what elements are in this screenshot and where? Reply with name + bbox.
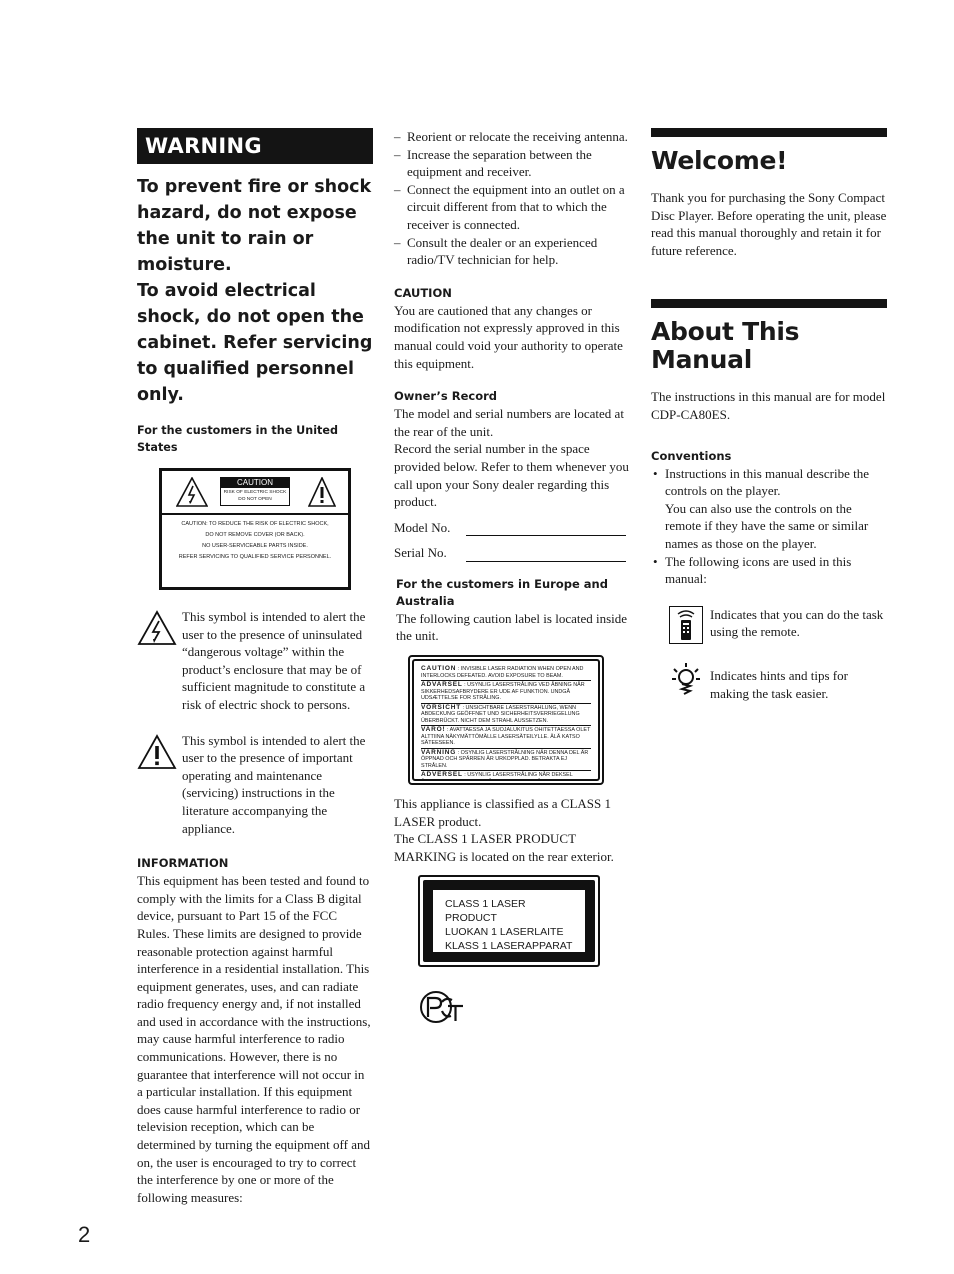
model-no-field [394, 519, 630, 537]
warning-column [137, 128, 373, 1206]
symbol2-text: This symbol is intended to alert the user to the presence of important operating and maintenance (servicing) instructions in the literature accompanying the appliance. [182, 732, 366, 836]
list-item: – Connect the equipment into an outlet on a circuit different from that to which the receiver is connected. [394, 181, 630, 234]
class1-line: CLASS 1 LASER PRODUCT [445, 898, 526, 925]
laser-label-entry [421, 682, 591, 702]
hint-icon-text: Indicates hints and tips for making the task easier. [710, 667, 848, 701]
laser-label-entry [421, 727, 591, 747]
list-item: – Increase the separation between the equipment and receiver. [394, 146, 630, 181]
conventions-heading: Conventions [651, 448, 732, 463]
class-text: This appliance is classified as a CLASS 1 LASER product. [394, 796, 611, 829]
information-heading: INFORMATION [137, 856, 229, 871]
europe-text: The following caution label is located inside the unit. [396, 610, 628, 644]
laser-label-entry [421, 666, 591, 679]
model-no-label: Model No. [394, 519, 451, 535]
laser-label-lang: ADVERSEL [421, 771, 463, 779]
list-item: • Instructions in this manual describe the controls on the player. You can also use the controls on the remote if they have the same or similar names as those on the player. [651, 465, 887, 553]
remote-icon-row [651, 604, 887, 641]
laser-label-lang: VORSICHT [421, 703, 461, 711]
us-customers-heading: For the customers in the United States [137, 424, 339, 454]
class-text: The CLASS 1 LASER PRODUCT MARKING is located on the rear exterior. [394, 831, 614, 864]
laser-label-text: : USYNLIG LASERSTRÅLING VED ÅBNING NÅR SIKKERHEDSAFBRYDERE ER UDE AF FUNKTION. UNDGÅ UDSÆTTELSE FOR STRÅLING. [421, 682, 585, 702]
pct-certification-mark [418, 989, 466, 1025]
remote-icon [669, 606, 703, 644]
laser-label-entry [421, 750, 591, 770]
label-line: CAUTION: TO REDUCE THE RISK OF ELECTRIC SHOCK, [181, 521, 329, 527]
laser-label-lang: CAUTION [421, 665, 457, 673]
laser-label-lang: ADVARSEL [421, 681, 463, 689]
warning-text-shock: To avoid electrical shock, do not open the cabinet. Refer servicing to qualified personnel only. [137, 281, 373, 405]
exclamation-warning-icon [308, 477, 336, 507]
laser-label-entry [421, 705, 591, 725]
welcome-text: Thank you for purchasing the Sony Compact Disc Player. Before operating the unit, please read this manual thoroughly and retain it for future reference. [651, 190, 887, 258]
lightning-warning-icon [137, 610, 177, 646]
label-risk-text: RISK OF ELECTRIC SHOCK DO NOT OPEN [223, 490, 287, 502]
laser-label-lang: VARO! [421, 726, 446, 734]
laser-label-text: : USYNLIG LASERSTRÅLING NÅR DEKSEL [464, 772, 573, 779]
page-number: 2 [78, 1222, 91, 1247]
caution-heading: CAUTION [394, 285, 452, 300]
remote-icon-text: Indicates that you can do the task using the remote. [710, 606, 884, 640]
owners-record-heading: Owner’s Record [394, 389, 498, 404]
laser-label-text: : AVATTAESSA JA SUOJALUKITUS OHITETTAESSA OLET ALTTIINA NÄKYMÄTTÖMÄLLE LASERSÄTEILYLLE. ÄLÄ KATSO SÄTEESEEN. [421, 727, 591, 747]
label-caution-word: CAUTION [221, 478, 289, 488]
owners-record-text: Record the serial number in the space provided below. Refer to them whenever you call upon your Sony dealer regarding this product. [394, 441, 629, 510]
caution-label [159, 468, 351, 590]
warning-heading: WARNING [137, 128, 373, 164]
conventions-list [651, 465, 887, 588]
about-heading: About This Manual [651, 299, 887, 374]
class1-line: LUOKAN 1 LASERLAITE [445, 926, 564, 939]
class1-line: KLASS 1 LASERAPPARAT [445, 940, 573, 953]
exclamation-warning-icon [137, 734, 177, 770]
label-line: NO USER-SERVICEABLE PARTS INSIDE. [202, 543, 308, 549]
label-line: REFER SERVICING TO QUALIFIED SERVICE PERSONNEL. [178, 554, 332, 560]
model-no-line [466, 522, 626, 536]
class1-laser-label [418, 875, 600, 967]
information-text: This equipment has been tested and found to comply with the limits for a Class B digital device, pursuant to Part 15 of the FCC Rules. These limits are designed to provide reasonable protection against harmful interference in a residential installation. This equipment generates, uses, and can radiate radio frequency energy and, if not installed and used in accordance with the instructions, may cause harmful interference to radio communications. However, there is no guarantee that interference will not occur in a particular installation. If this equipment does cause harmful interference to radio or television reception, which can be determined by turning the equipment off and on, the user is encouraged to try to correct the interference by one or more of the following measures: [137, 873, 371, 1205]
about-text: The instructions in this manual are for model CDP-CA80ES. [651, 389, 886, 422]
laser-caution-label [408, 655, 604, 785]
right-column [651, 128, 887, 702]
welcome-heading: Welcome! [651, 128, 887, 175]
hint-icon-row [651, 667, 887, 702]
measures-list [394, 128, 630, 269]
middle-column [394, 128, 630, 1025]
laser-label-text: : OSYNLIG LASERSTRÅLNING NÄR DENNA DEL ÄR ÖPPNAD OCH SPÄRREN ÄR URKOPPLAD. BETRAKTA EJ STRÅLEN. [421, 749, 589, 769]
serial-no-label: Serial No. [394, 545, 447, 561]
list-item: • The following icons are used in this manual: [651, 553, 887, 588]
label-line: DO NOT REMOVE COVER (OR BACK). [205, 532, 305, 538]
lightning-warning-icon [176, 477, 208, 507]
hint-bulb-icon [669, 661, 703, 699]
warning-text-fire: To prevent fire or shock hazard, do not expose the unit to rain or moisture. [137, 177, 372, 275]
owners-record-text: The model and serial numbers are located at the rear of the unit. [394, 406, 624, 439]
list-item: – Reorient or relocate the receiving antenna. [394, 128, 630, 146]
serial-no-line [466, 548, 626, 562]
symbol1-text: This symbol is intended to alert the user to the presence of uninsulated “dangerous voltage” within the product’s enclosure that may be of sufficient magnitude to constitute a risk of electric shock to persons. [182, 609, 366, 712]
laser-label-entry [421, 772, 591, 781]
symbol-explanation [137, 732, 373, 838]
laser-label-text: : UNSICHTBARE LASERSTRAHLUNG, WENN ABDECKUNG GEÖFFNET UND SICHERHEITSVERRIEGELUNG ÜBERBRÜCKT. NICHT DEM STRAHL AUSSETZEN. [421, 704, 580, 724]
serial-no-field [394, 544, 630, 562]
europe-heading: For the customers in Europe and Australia [396, 576, 608, 608]
list-item: – Consult the dealer or an experienced radio/TV technician for help. [394, 234, 630, 269]
caution-text: You are cautioned that any changes or modification not expressly approved in this manual could void your authority to operate this equipment. [394, 302, 623, 371]
laser-label-lang: VARNING [421, 748, 457, 756]
symbol-explanation [137, 608, 373, 714]
laser-label-text: : INVISIBLE LASER RADIATION WHEN OPEN AND INTERLOCKS DEFEATED. AVOID EXPOSURE TO BEAM. [421, 666, 584, 679]
